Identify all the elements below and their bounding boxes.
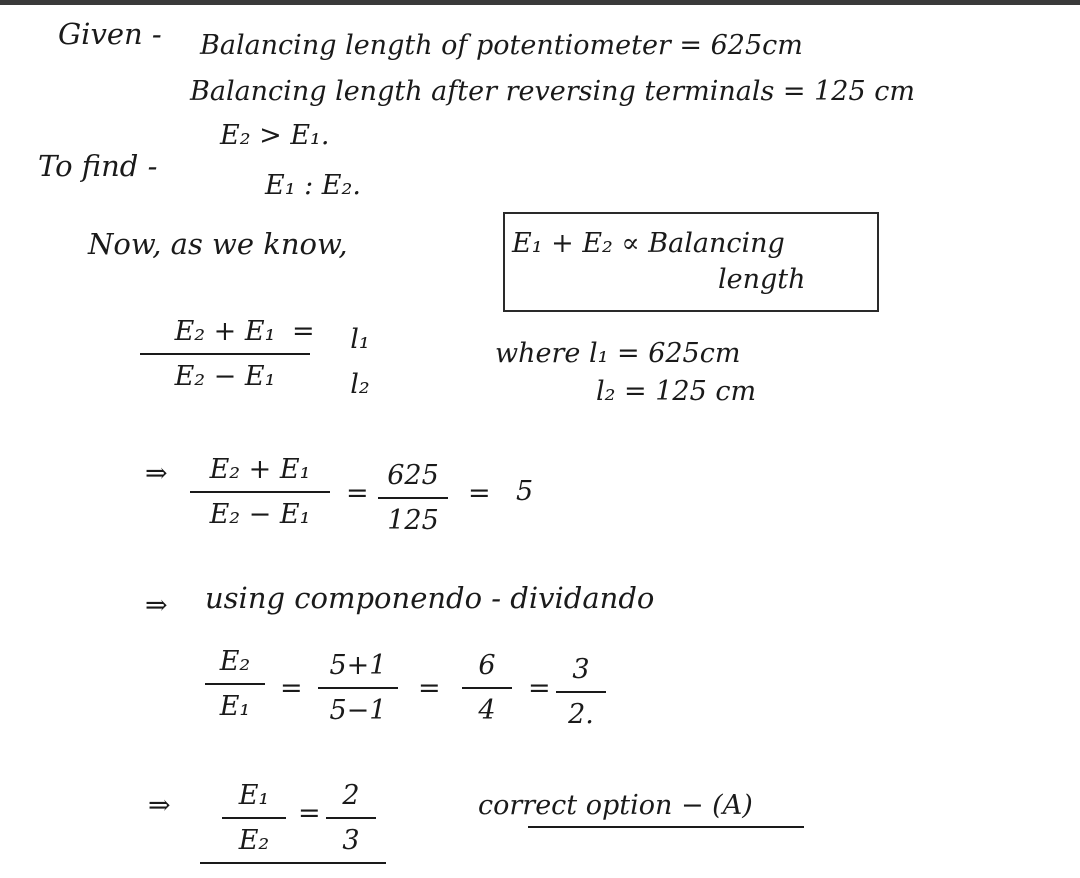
step3-arrow: ⇒ — [145, 590, 168, 621]
eq3-lhs-fraction — [205, 648, 265, 720]
eq4-rhs-den: 3 — [342, 825, 360, 856]
eq4-rhs-fraction — [326, 782, 376, 854]
given-line-2: Balancing length after reversing terminals = 125 cm — [190, 76, 915, 107]
eq2-lhs-num: E₂ + E₁ — [209, 454, 311, 485]
eq1-equals: = — [292, 316, 315, 347]
eq4-lhs-num: E₁ — [238, 780, 270, 811]
now-as-we-know: Now, as we know, — [88, 227, 348, 261]
eq2-lhs-fraction — [190, 456, 330, 528]
eq4-lhs-fraction — [222, 782, 286, 854]
eq2-equals-2: = — [468, 478, 491, 509]
eq1-rhs-den: l₂ — [350, 369, 370, 400]
eq2-rhs-den: 125 — [387, 505, 439, 536]
top-border — [0, 0, 1080, 5]
given-line-3: E₂ > E₁. — [220, 120, 330, 151]
eq4-lhs-den: E₂ — [238, 825, 270, 856]
eq3-equals-3: = — [528, 673, 551, 704]
eq3-f1-bar — [318, 687, 398, 689]
eq3-lhs-bar — [205, 683, 265, 685]
eq3-equals-2: = — [418, 673, 441, 704]
correct-option-underline — [528, 826, 804, 828]
eq3-f1-den: 5−1 — [329, 695, 387, 726]
given-line-1: Balancing length of potentiometer = 625cm — [200, 30, 803, 61]
eq2-arrow: ⇒ — [145, 458, 168, 489]
step3-text: using componendo - dividando — [205, 581, 655, 615]
eq1-lhs-den: E₂ − E₁ — [174, 361, 276, 392]
eq3-lhs-den: E₁ — [219, 691, 251, 722]
where-l2: l₂ = 125 cm — [596, 376, 757, 407]
eq3-f3-fraction — [556, 656, 606, 728]
eq1-rhs-bar — [330, 361, 390, 363]
eq3-f3-den: 2. — [568, 699, 594, 730]
eq1-lhs-bar — [140, 353, 310, 355]
eq2-rhs-bar — [378, 497, 448, 499]
eq3-f1-fraction — [318, 652, 398, 724]
eq3-f1-num: 5+1 — [329, 650, 387, 681]
eq4-rhs-num: 2 — [342, 780, 360, 811]
eq4-lhs-bar — [222, 817, 286, 819]
eq3-f3-num: 3 — [572, 654, 590, 685]
eq2-equals-1: = — [346, 478, 369, 509]
eq2-rhs-num: 625 — [387, 460, 439, 491]
eq2-result: 5 — [516, 476, 534, 507]
eq3-f3-bar — [556, 691, 606, 693]
where-l1: where l₁ = 625cm — [495, 338, 741, 369]
eq3-equals-1: = — [280, 673, 303, 704]
final-answer-underline — [200, 862, 386, 864]
correct-option: correct option − (A) — [478, 790, 753, 821]
eq2-rhs-fraction — [378, 462, 448, 534]
eq4-equals: = — [298, 798, 321, 829]
proportionality-box — [503, 212, 879, 312]
given-label: Given - — [58, 17, 162, 51]
eq3-f2-den: 4 — [478, 695, 496, 726]
eq2-lhs-den: E₂ − E₁ — [209, 499, 311, 530]
eq4-arrow: ⇒ — [148, 790, 171, 821]
eq2-lhs-bar — [190, 491, 330, 493]
eq1-rhs-fraction — [330, 326, 390, 398]
eq3-f2-fraction — [462, 652, 512, 724]
eq1-lhs-num: E₂ + E₁ — [174, 316, 276, 347]
box-line-1: E₁ + E₂ ∝ Balancing — [512, 228, 785, 259]
box-line-2: length — [718, 264, 806, 295]
eq1-rhs-num: l₁ — [350, 324, 370, 355]
eq3-f2-bar — [462, 687, 512, 689]
to-find-value: E₁ : E₂. — [265, 170, 361, 201]
eq3-f2-num: 6 — [478, 650, 496, 681]
to-find-label: To find - — [38, 149, 158, 183]
eq4-rhs-bar — [326, 817, 376, 819]
eq1-lhs-fraction — [140, 318, 310, 390]
eq3-lhs-num: E₂ — [219, 646, 251, 677]
